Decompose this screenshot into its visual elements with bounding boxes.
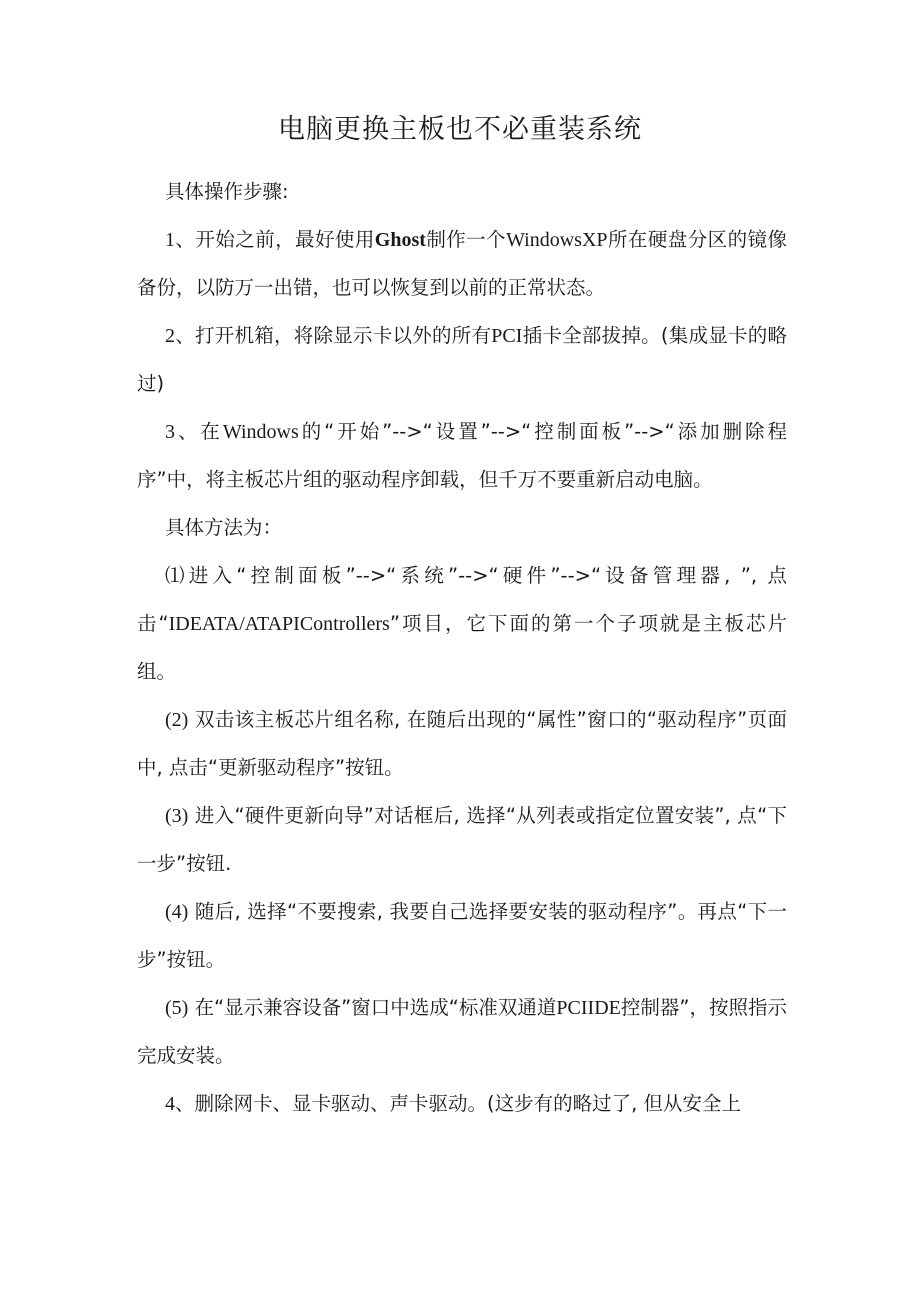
windowsxp-term: WindowsXP xyxy=(506,229,608,251)
substep-5-text-a: 在“显示兼容设备”窗口中选成“标准双通道 xyxy=(188,996,557,1019)
substep-1-paragraph xyxy=(137,552,787,696)
substep-5-text-b: 控制器”，按照指示完成安装。 xyxy=(137,996,787,1067)
intro-paragraph: 具体操作步骤: xyxy=(165,180,289,203)
step-2-number: 2 xyxy=(165,325,175,347)
step-1-text-c: 所在硬盘分区的镜像备份，以防万一出错，也可以恢复到以前的正常状态。 xyxy=(137,228,787,299)
windows-term: Windows xyxy=(222,421,299,443)
ideata-term: IDEATA/ATAPIControllers xyxy=(168,613,390,635)
ghost-term: Ghost xyxy=(374,229,426,251)
substep-2-number: (2) xyxy=(165,709,189,731)
substep-4-number: (4) xyxy=(165,901,189,923)
document-body xyxy=(137,168,787,1128)
step-3-paragraph xyxy=(137,408,787,504)
pci-term: PCI xyxy=(491,325,523,347)
substep-3-text: 进入“硬件更新向导”对话框后, 选择“从列表或指定位置安装”, 点“下一步”按钮. xyxy=(137,804,787,875)
substep-5-paragraph xyxy=(137,984,787,1080)
method-heading: 具体方法为： xyxy=(165,516,283,539)
substep-1-text-a: ⑴进入“控制面板”-->“系统”-->“硬件”-->“设备管理器, ”, 点击“ xyxy=(137,564,787,635)
substep-2-text: 双击该主板芯片组名称, 在随后出现的“属性”窗口的“驱动程序”页面中, 点击“更新驱动程序”按钮。 xyxy=(137,708,787,779)
page-title: 电脑更换主板也不必重装系统 xyxy=(278,114,642,145)
substep-4-text: 随后, 选择“不要搜索, 我要自己选择要安装的驱动程序”。再点“下一步”按钮。 xyxy=(137,900,787,971)
pciide-term: PCIIDE xyxy=(556,997,621,1019)
step-2-paragraph xyxy=(137,312,787,408)
substep-1-text-b: ”项目，它下面的第一个子项就是主板芯片组。 xyxy=(137,612,787,683)
step-3-text-b: 的“开始”-->“设置”-->“控制面板”-->“添加删除程序”中，将主板芯片组的驱动程序卸载，但千万不要重新启动电脑。 xyxy=(137,420,787,491)
substep-3-paragraph xyxy=(137,792,787,888)
step-2-text-b: 插卡全部拔掉。(集成显卡的略过) xyxy=(137,324,787,395)
step-2-text-a: 、打开机箱，将除显示卡以外的所有 xyxy=(175,324,492,347)
substep-3-number: (3) xyxy=(165,805,189,827)
substep-2-paragraph xyxy=(137,696,787,792)
step-1-text-b: 制作一个 xyxy=(425,228,507,251)
step-1-paragraph xyxy=(137,216,787,312)
step-3-text-a: 、在 xyxy=(175,420,223,443)
step-1-text-a: 、开始之前，最好使用 xyxy=(175,228,375,251)
step-4-paragraph xyxy=(137,1080,787,1128)
step-1-number: 1 xyxy=(165,229,175,251)
substep-5-number: (5) xyxy=(165,997,189,1019)
step-3-number: 3 xyxy=(165,421,175,443)
step-4-text: 、删除网卡、显卡驱动、声卡驱动。(这步有的略过了, 但从安全上 xyxy=(175,1092,742,1115)
substep-4-paragraph xyxy=(137,888,787,984)
step-4-number: 4 xyxy=(165,1093,175,1115)
